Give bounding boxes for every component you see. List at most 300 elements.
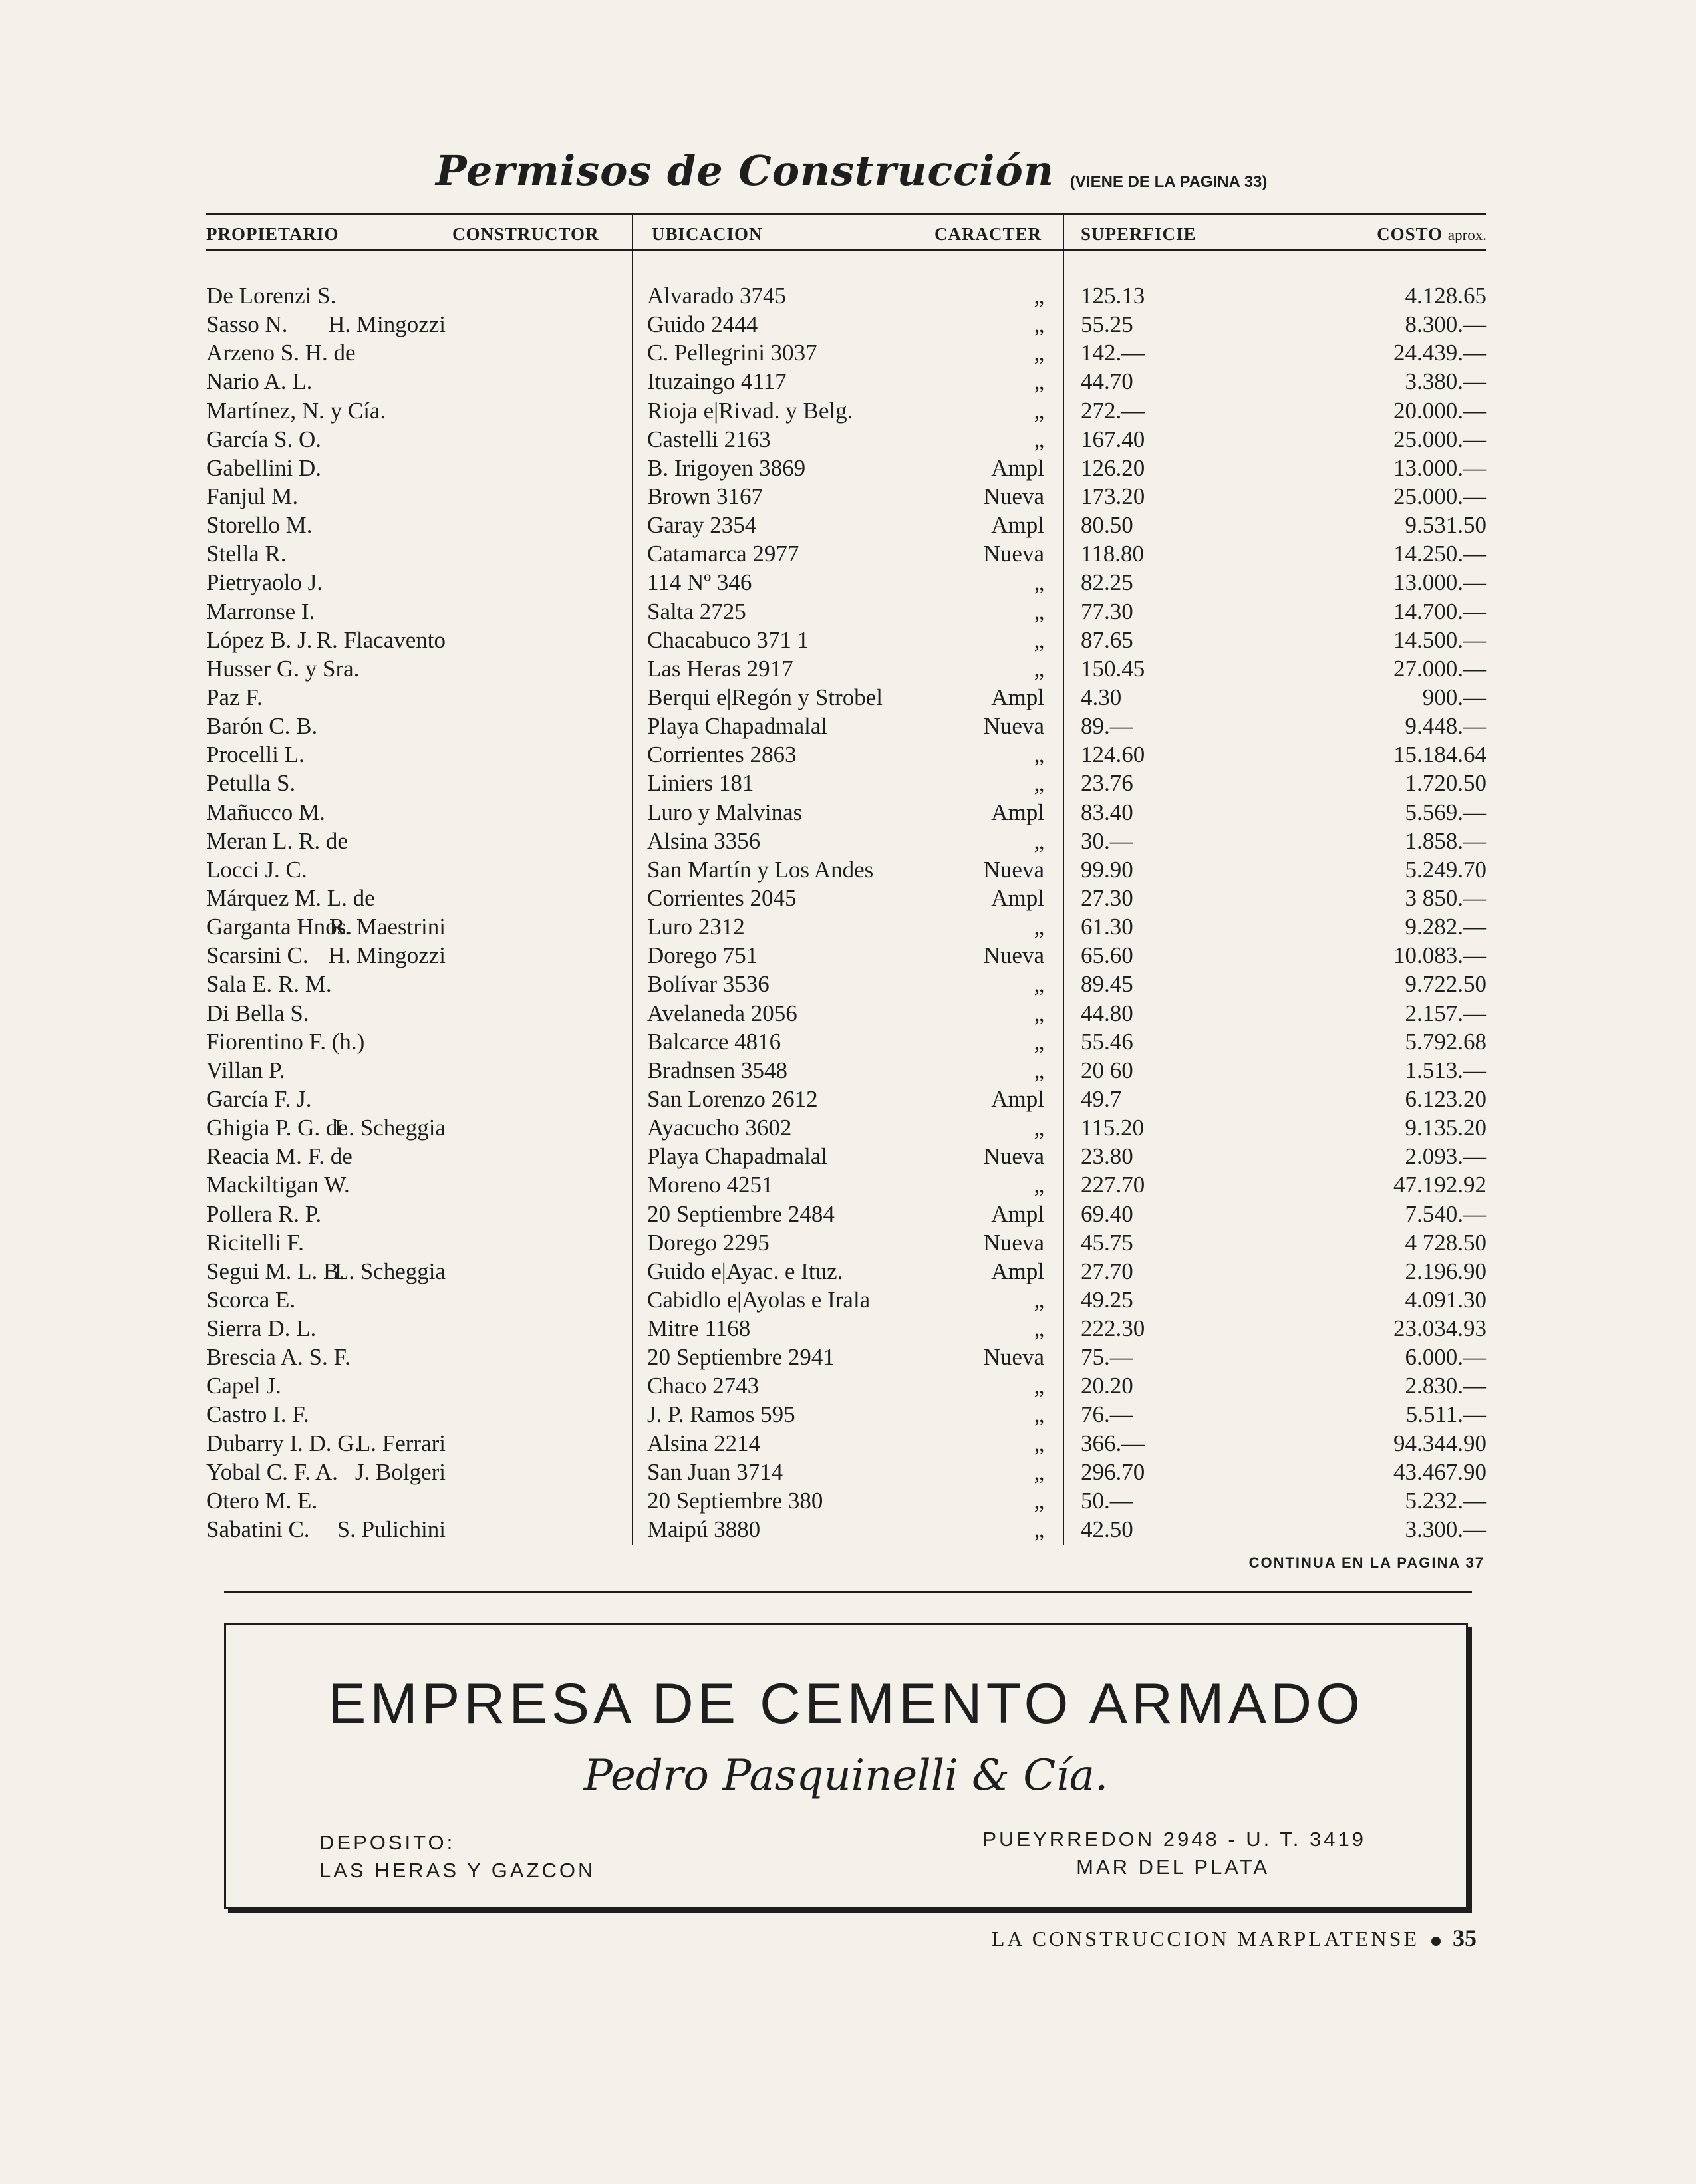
superficie-cell: 45.75 bbox=[1081, 1229, 1133, 1256]
costo-cell: 47.192.92 bbox=[1393, 1172, 1486, 1198]
table-row bbox=[0, 511, 1696, 539]
table-row bbox=[0, 970, 1696, 998]
table-row bbox=[0, 396, 1696, 425]
costo-cell: 4.091.30 bbox=[1405, 1286, 1486, 1313]
costo-cell: 6.000.— bbox=[1405, 1344, 1486, 1371]
costo-cell: 27.000.— bbox=[1393, 655, 1486, 682]
superficie-cell: 99.90 bbox=[1081, 856, 1133, 883]
superficie-cell: 30.— bbox=[1081, 827, 1133, 854]
costo-cell: 9.448.— bbox=[1405, 713, 1486, 740]
propietario-cell: Capel J. bbox=[206, 1373, 281, 1399]
constructor-cell: L. Scheggia bbox=[334, 1115, 446, 1141]
table-row bbox=[0, 769, 1696, 797]
ubicacion-cell: Berqui e|Regón y Strobel bbox=[647, 684, 883, 710]
superficie-cell: 77.30 bbox=[1081, 598, 1133, 624]
col-header-ubicacion: UBICACION bbox=[652, 224, 763, 244]
costo-cell: 20.000.— bbox=[1393, 397, 1486, 424]
costo-cell: 5.569.— bbox=[1405, 799, 1486, 825]
caracter-cell: Ampl bbox=[991, 512, 1044, 539]
superficie-cell: 23.80 bbox=[1081, 1143, 1133, 1170]
ubicacion-cell: San Juan 3714 bbox=[647, 1458, 783, 1485]
table-row bbox=[0, 654, 1696, 683]
propietario-cell: Marronse I. bbox=[206, 598, 315, 624]
propietario-cell: Reacia M. F. de bbox=[206, 1143, 353, 1170]
table-row bbox=[0, 281, 1696, 310]
caracter-cell: Ampl bbox=[991, 1200, 1044, 1227]
section-rule bbox=[224, 1591, 1472, 1593]
superficie-cell: 118.80 bbox=[1081, 541, 1144, 567]
costo-cell: 5.249.70 bbox=[1405, 856, 1486, 883]
propietario-cell: Dubarry I. D. G. bbox=[206, 1430, 360, 1456]
ubicacion-cell: Salta 2725 bbox=[647, 598, 746, 624]
costo-cell: 3 850.— bbox=[1405, 885, 1486, 911]
costo-cell: 25.000.— bbox=[1393, 426, 1486, 452]
costo-cell: 2.830.— bbox=[1405, 1373, 1486, 1399]
ad-title: EMPRESA DE CEMENTO ARMADO bbox=[327, 1672, 1365, 1736]
superficie-cell: 75.— bbox=[1081, 1344, 1133, 1371]
table-row bbox=[0, 1027, 1696, 1056]
superficie-cell: 49.25 bbox=[1081, 1286, 1133, 1313]
table-row bbox=[0, 1400, 1696, 1429]
ubicacion-cell: San Lorenzo 2612 bbox=[647, 1085, 818, 1112]
ubicacion-cell: Garay 2354 bbox=[647, 512, 757, 539]
superficie-cell: 55.46 bbox=[1081, 1028, 1133, 1055]
constructor-cell: R. Maestrini bbox=[329, 914, 446, 940]
propietario-cell: Fiorentino F. (h.) bbox=[206, 1028, 365, 1055]
table-row bbox=[0, 482, 1696, 511]
costo-cell: 14.500.— bbox=[1393, 626, 1486, 653]
propietario-cell: García F. J. bbox=[206, 1085, 312, 1112]
costo-cell: 94.344.90 bbox=[1393, 1430, 1486, 1456]
col-header-superficie: SUPERFICIE bbox=[1081, 224, 1197, 244]
caracter-cell: „ bbox=[1034, 742, 1044, 768]
ubicacion-cell: Alsina 3356 bbox=[647, 827, 761, 854]
costo-cell: 25.000.— bbox=[1393, 483, 1486, 509]
caracter-cell: „ bbox=[1034, 1172, 1044, 1198]
propietario-cell: Martínez, N. y Cía. bbox=[206, 397, 386, 424]
ad-deposit-label: DEPOSITO: bbox=[319, 1831, 456, 1854]
costo-cell: 43.467.90 bbox=[1393, 1458, 1486, 1485]
costo-cell: 13.000.— bbox=[1393, 454, 1486, 481]
superficie-cell: 89.45 bbox=[1081, 971, 1133, 998]
constructor-cell: R. Flacavento bbox=[316, 626, 446, 653]
superficie-cell: 124.60 bbox=[1081, 742, 1145, 768]
table-row bbox=[0, 539, 1696, 568]
costo-cell: 1.513.— bbox=[1405, 1057, 1486, 1083]
page-number: 35 bbox=[1453, 1925, 1477, 1951]
caracter-cell: Nueva bbox=[983, 483, 1044, 509]
ubicacion-cell: Brown 3167 bbox=[647, 483, 764, 509]
ubicacion-cell: Chaco 2743 bbox=[647, 1373, 760, 1399]
ubicacion-cell: Alvarado 3745 bbox=[647, 283, 786, 309]
col-header-caracter: CARACTER bbox=[934, 224, 1042, 244]
superficie-cell: 50.— bbox=[1081, 1487, 1133, 1514]
ubicacion-cell: Liniers 181 bbox=[647, 770, 754, 797]
costo-cell: 13.000.— bbox=[1393, 569, 1486, 596]
ad-city: MAR DEL PLATA bbox=[1076, 1855, 1270, 1879]
constructor-cell: H. Mingozzi bbox=[328, 942, 446, 969]
publication-name: LA CONSTRUCCION MARPLATENSE bbox=[991, 1927, 1419, 1951]
table-row bbox=[0, 626, 1696, 654]
costo-cell: 5.792.68 bbox=[1405, 1028, 1486, 1055]
table-row bbox=[0, 1486, 1696, 1515]
caracter-cell: „ bbox=[1034, 770, 1044, 797]
propietario-cell: Sala E. R. M. bbox=[206, 971, 332, 998]
propietario-cell: Otero M. E. bbox=[206, 1487, 318, 1514]
ubicacion-cell: Avelaneda 2056 bbox=[647, 1000, 797, 1026]
propietario-cell: Yobal C. F. A. bbox=[206, 1458, 338, 1485]
superficie-cell: 20.20 bbox=[1081, 1373, 1133, 1399]
ubicacion-cell: Las Heras 2917 bbox=[647, 655, 793, 682]
ubicacion-cell: 20 Septiembre 2484 bbox=[647, 1200, 835, 1227]
caracter-cell: „ bbox=[1034, 1057, 1044, 1083]
propietario-cell: García S. O. bbox=[206, 426, 322, 452]
propietario-cell: Brescia A. S. F. bbox=[206, 1344, 351, 1371]
caracter-cell: „ bbox=[1034, 283, 1044, 309]
superficie-cell: 49.7 bbox=[1081, 1085, 1122, 1112]
ubicacion-cell: Corrientes 2045 bbox=[647, 885, 797, 911]
costo-cell: 2.157.— bbox=[1405, 1000, 1486, 1026]
costo-cell: 14.250.— bbox=[1393, 541, 1486, 567]
superficie-cell: 80.50 bbox=[1081, 512, 1133, 539]
caracter-cell: „ bbox=[1034, 655, 1044, 682]
ubicacion-cell: Bolívar 3536 bbox=[647, 971, 770, 998]
costo-cell: 2.196.90 bbox=[1405, 1258, 1486, 1284]
header-rule-bottom bbox=[206, 249, 1486, 251]
table-row bbox=[0, 712, 1696, 740]
ubicacion-cell: Corrientes 2863 bbox=[647, 742, 797, 768]
table-row bbox=[0, 454, 1696, 482]
permits-table bbox=[0, 281, 1696, 1544]
costo-cell: 1.720.50 bbox=[1405, 770, 1486, 797]
table-row bbox=[0, 1085, 1696, 1113]
propietario-cell: Stella R. bbox=[206, 541, 287, 567]
propietario-cell: Storello M. bbox=[206, 512, 313, 539]
superficie-cell: 227.70 bbox=[1081, 1172, 1145, 1198]
ubicacion-cell: Cabidlo e|Ayolas e Irala bbox=[647, 1286, 871, 1313]
table-row bbox=[0, 1458, 1696, 1486]
propietario-cell: Arzeno S. H. de bbox=[206, 340, 356, 366]
ad-address: PUEYRREDON 2948 - U. T. 3419 bbox=[982, 1828, 1366, 1851]
col-header-costo-unit: aprox. bbox=[1447, 227, 1486, 243]
table-row bbox=[0, 912, 1696, 941]
caracter-cell: „ bbox=[1034, 1315, 1044, 1342]
col-header-costo bbox=[1377, 224, 1486, 245]
advertisement bbox=[224, 1623, 1468, 1909]
caracter-cell: „ bbox=[1034, 397, 1044, 424]
table-row bbox=[0, 1228, 1696, 1257]
propietario-cell: López B. J. bbox=[206, 626, 313, 653]
continued-note: CONTINUA EN LA PAGINA 37 bbox=[1248, 1554, 1484, 1571]
ubicacion-cell: Castelli 2163 bbox=[647, 426, 771, 452]
superficie-cell: 142.— bbox=[1081, 340, 1145, 366]
ubicacion-cell: Guido e|Ayac. e Ituz. bbox=[647, 1258, 843, 1284]
superficie-cell: 115.20 bbox=[1081, 1115, 1144, 1141]
table-row bbox=[0, 1142, 1696, 1170]
propietario-cell: Márquez M. L. de bbox=[206, 885, 375, 911]
table-row bbox=[0, 1286, 1696, 1314]
costo-cell: 3.380.— bbox=[1405, 368, 1486, 395]
propietario-cell: Pietryaolo J. bbox=[206, 569, 323, 596]
table-row bbox=[0, 740, 1696, 769]
costo-cell: 9.722.50 bbox=[1405, 971, 1486, 998]
costo-cell: 9.135.20 bbox=[1405, 1115, 1486, 1141]
propietario-cell: Gabellini D. bbox=[206, 454, 322, 481]
ubicacion-cell: Catamarca 2977 bbox=[647, 541, 799, 567]
caracter-cell: „ bbox=[1034, 827, 1044, 854]
table-row bbox=[0, 1056, 1696, 1085]
col-header-propietario: PROPIETARIO bbox=[206, 224, 339, 244]
ubicacion-cell: Playa Chapadmalal bbox=[647, 713, 828, 740]
superficie-cell: 23.76 bbox=[1081, 770, 1133, 797]
table-row bbox=[0, 1371, 1696, 1400]
superficie-cell: 272.— bbox=[1081, 397, 1145, 424]
page-heading bbox=[436, 146, 1267, 195]
table-row bbox=[0, 597, 1696, 626]
propietario-cell: Di Bella S. bbox=[206, 1000, 309, 1026]
propietario-cell: Barón C. B. bbox=[206, 713, 318, 740]
table-row bbox=[0, 1257, 1696, 1286]
caracter-cell: „ bbox=[1034, 311, 1044, 338]
table-row bbox=[0, 999, 1696, 1027]
ubicacion-cell: Chacabuco 371 1 bbox=[647, 626, 809, 653]
caracter-cell: „ bbox=[1034, 340, 1044, 366]
costo-cell: 1.858.— bbox=[1405, 827, 1486, 854]
caracter-cell: „ bbox=[1034, 426, 1044, 452]
costo-cell: 7.540.— bbox=[1405, 1200, 1486, 1227]
caracter-cell: Nueva bbox=[983, 713, 1044, 740]
col-header-costo-label: COSTO bbox=[1377, 224, 1443, 244]
propietario-cell: Fanjul M. bbox=[206, 483, 299, 509]
table-row bbox=[0, 884, 1696, 912]
ubicacion-cell: J. P. Ramos 595 bbox=[647, 1401, 795, 1428]
ubicacion-cell: Ayacucho 3602 bbox=[647, 1115, 792, 1141]
table-row bbox=[0, 1429, 1696, 1458]
superficie-cell: 44.80 bbox=[1081, 1000, 1133, 1026]
propietario-cell: Segui M. L. B. bbox=[206, 1258, 345, 1284]
costo-cell: 5.511.— bbox=[1405, 1401, 1486, 1428]
caracter-cell: „ bbox=[1034, 1487, 1044, 1514]
ubicacion-cell: 114 Nº 346 bbox=[647, 569, 752, 596]
caracter-cell: „ bbox=[1034, 1028, 1044, 1055]
constructor-cell: J. Bolgeri bbox=[354, 1458, 446, 1485]
superficie-cell: 61.30 bbox=[1081, 914, 1133, 940]
costo-cell: 4 728.50 bbox=[1405, 1229, 1486, 1256]
table-row bbox=[0, 339, 1696, 367]
propietario-cell: Sierra D. L. bbox=[206, 1315, 317, 1342]
superficie-cell: 296.70 bbox=[1081, 1458, 1145, 1485]
superficie-cell: 167.40 bbox=[1081, 426, 1145, 452]
superficie-cell: 4.30 bbox=[1081, 684, 1122, 710]
propietario-cell: Ricitelli F. bbox=[206, 1229, 304, 1256]
table-row bbox=[0, 827, 1696, 855]
costo-cell: 4.128.65 bbox=[1405, 283, 1486, 309]
table-row bbox=[0, 1515, 1696, 1544]
costo-cell: 3.300.— bbox=[1405, 1516, 1486, 1543]
constructor-cell: H. Mingozzi bbox=[328, 311, 446, 338]
caracter-cell: „ bbox=[1034, 1000, 1044, 1026]
propietario-cell: Ghigia P. G. de bbox=[206, 1115, 348, 1141]
superficie-cell: 76.— bbox=[1081, 1401, 1133, 1428]
superficie-cell: 82.25 bbox=[1081, 569, 1133, 596]
propietario-cell: Locci J. C. bbox=[206, 856, 307, 883]
superficie-cell: 173.20 bbox=[1081, 483, 1145, 509]
superficie-cell: 42.50 bbox=[1081, 1516, 1133, 1543]
ubicacion-cell: Moreno 4251 bbox=[647, 1172, 774, 1198]
superficie-cell: 83.40 bbox=[1081, 799, 1133, 825]
ubicacion-cell: Luro y Malvinas bbox=[647, 799, 803, 825]
table-row bbox=[0, 1113, 1696, 1142]
propietario-cell: De Lorenzi S. bbox=[206, 283, 337, 309]
superficie-cell: 125.13 bbox=[1081, 283, 1145, 309]
ad-deposit-address: LAS HERAS Y GAZCON bbox=[319, 1859, 596, 1882]
caracter-cell: „ bbox=[1034, 569, 1044, 596]
table-row bbox=[0, 855, 1696, 884]
caracter-cell: Nueva bbox=[983, 942, 1044, 969]
ubicacion-cell: Luro 2312 bbox=[647, 914, 745, 940]
superficie-cell: 44.70 bbox=[1081, 368, 1133, 395]
constructor-cell: L. Ferrari bbox=[356, 1430, 446, 1456]
propietario-cell: Procelli L. bbox=[206, 742, 305, 768]
ubicacion-cell: 20 Septiembre 380 bbox=[647, 1487, 823, 1514]
propietario-cell: Petulla S. bbox=[206, 770, 296, 797]
ubicacion-cell: Alsina 2214 bbox=[647, 1430, 761, 1456]
caracter-cell: Ampl bbox=[991, 684, 1044, 710]
page-subtitle: (VIENE DE LA PAGINA 33) bbox=[1069, 173, 1268, 192]
caracter-cell: „ bbox=[1034, 1430, 1044, 1456]
caracter-cell: „ bbox=[1034, 626, 1044, 653]
superficie-cell: 27.70 bbox=[1081, 1258, 1133, 1284]
ubicacion-cell: San Martín y Los Andes bbox=[647, 856, 874, 883]
table-row bbox=[0, 1314, 1696, 1343]
table-row bbox=[0, 798, 1696, 827]
superficie-cell: 126.20 bbox=[1081, 454, 1145, 481]
superficie-cell: 89.— bbox=[1081, 713, 1133, 740]
constructor-cell: S. Pulichini bbox=[337, 1516, 446, 1543]
caracter-cell: „ bbox=[1034, 598, 1044, 624]
costo-cell: 23.034.93 bbox=[1393, 1315, 1486, 1342]
caracter-cell: „ bbox=[1034, 1373, 1044, 1399]
table-row bbox=[0, 310, 1696, 339]
ad-shadow-bottom bbox=[228, 1907, 1472, 1913]
superficie-cell: 27.30 bbox=[1081, 885, 1133, 911]
caracter-cell: Nueva bbox=[983, 541, 1044, 567]
propietario-cell: Mackiltigan W. bbox=[206, 1172, 350, 1198]
superficie-cell: 65.60 bbox=[1081, 942, 1133, 969]
caracter-cell: „ bbox=[1034, 1401, 1044, 1428]
caracter-cell: „ bbox=[1034, 1286, 1044, 1313]
costo-cell: 24.439.— bbox=[1393, 340, 1486, 366]
superficie-cell: 55.25 bbox=[1081, 311, 1133, 338]
propietario-cell: Mañucco M. bbox=[206, 799, 325, 825]
superficie-cell: 69.40 bbox=[1081, 1200, 1133, 1227]
propietario-cell: Pollera R. P. bbox=[206, 1200, 322, 1227]
table-row bbox=[0, 367, 1696, 396]
table-row bbox=[0, 941, 1696, 970]
table-row bbox=[0, 425, 1696, 454]
propietario-cell: Castro I. F. bbox=[206, 1401, 309, 1428]
superficie-cell: 20 60 bbox=[1081, 1057, 1133, 1083]
ubicacion-cell: Guido 2444 bbox=[647, 311, 758, 338]
caracter-cell: Ampl bbox=[991, 799, 1044, 825]
caracter-cell: Ampl bbox=[991, 1085, 1044, 1112]
propietario-cell: Scarsini C. bbox=[206, 942, 309, 969]
costo-cell: 9.531.50 bbox=[1405, 512, 1486, 539]
caracter-cell: Nueva bbox=[983, 1229, 1044, 1256]
page-title: Permisos de Construcción bbox=[436, 146, 1054, 195]
propietario-cell: Meran L. R. de bbox=[206, 827, 348, 854]
superficie-cell: 87.65 bbox=[1081, 626, 1133, 653]
table-row bbox=[0, 1343, 1696, 1371]
bullet-icon bbox=[1431, 1937, 1441, 1946]
ad-company-name: Pedro Pasquinelli & Cía. bbox=[583, 1751, 1109, 1800]
costo-cell: 10.083.— bbox=[1393, 942, 1486, 969]
ubicacion-cell: Ituzaingo 4117 bbox=[647, 368, 787, 395]
table-row bbox=[0, 1200, 1696, 1228]
caracter-cell: Ampl bbox=[991, 454, 1044, 481]
propietario-cell: Nario A. L. bbox=[206, 368, 313, 395]
propietario-cell: Sabatini C. bbox=[206, 1516, 310, 1543]
propietario-cell: Husser G. y Sra. bbox=[206, 655, 360, 682]
propietario-cell: Paz F. bbox=[206, 684, 263, 710]
table-row bbox=[0, 1170, 1696, 1199]
propietario-cell: Garganta Hnos. bbox=[206, 914, 353, 940]
ubicacion-cell: Balcarce 4816 bbox=[647, 1028, 781, 1055]
caracter-cell: Ampl bbox=[991, 885, 1044, 911]
ubicacion-cell: C. Pellegrini 3037 bbox=[647, 340, 817, 366]
ubicacion-cell: Dorego 2295 bbox=[647, 1229, 770, 1256]
costo-cell: 9.282.— bbox=[1405, 914, 1486, 940]
caracter-cell: Nueva bbox=[983, 856, 1044, 883]
costo-cell: 6.123.20 bbox=[1405, 1085, 1486, 1112]
constructor-cell: L. Scheggia bbox=[334, 1258, 446, 1284]
ubicacion-cell: Mitre 1168 bbox=[647, 1315, 751, 1342]
propietario-cell: Scorca E. bbox=[206, 1286, 296, 1313]
costo-cell: 5.232.— bbox=[1405, 1487, 1486, 1514]
ubicacion-cell: Rioja e|Rivad. y Belg. bbox=[647, 397, 853, 424]
superficie-cell: 366.— bbox=[1081, 1430, 1145, 1456]
costo-cell: 8.300.— bbox=[1405, 311, 1486, 338]
caracter-cell: „ bbox=[1034, 971, 1044, 998]
caracter-cell: Ampl bbox=[991, 1258, 1044, 1284]
caracter-cell: „ bbox=[1034, 914, 1044, 940]
ad-shadow-right bbox=[1466, 1627, 1472, 1913]
table-row bbox=[0, 683, 1696, 712]
ubicacion-cell: Dorego 751 bbox=[647, 942, 758, 969]
superficie-cell: 222.30 bbox=[1081, 1315, 1145, 1342]
caracter-cell: „ bbox=[1034, 1458, 1044, 1485]
superficie-cell: 150.45 bbox=[1081, 655, 1145, 682]
propietario-cell: Sasso N. bbox=[206, 311, 288, 338]
col-header-constructor: CONSTRUCTOR bbox=[452, 224, 599, 244]
ubicacion-cell: Bradnsen 3548 bbox=[647, 1057, 787, 1083]
ubicacion-cell: Playa Chapadmalal bbox=[647, 1143, 828, 1170]
propietario-cell: Villan P. bbox=[206, 1057, 285, 1083]
ubicacion-cell: 20 Septiembre 2941 bbox=[647, 1344, 835, 1371]
table-row bbox=[0, 568, 1696, 597]
caracter-cell: Nueva bbox=[983, 1344, 1044, 1371]
ubicacion-cell: B. Irigoyen 3869 bbox=[647, 454, 806, 481]
caracter-cell: „ bbox=[1034, 1115, 1044, 1141]
page-footer bbox=[992, 1924, 1477, 1952]
header-rule-top bbox=[206, 213, 1486, 215]
caracter-cell: „ bbox=[1034, 368, 1044, 395]
costo-cell: 2.093.— bbox=[1405, 1143, 1486, 1170]
costo-cell: 15.184.64 bbox=[1393, 742, 1486, 768]
costo-cell: 900.— bbox=[1422, 684, 1486, 710]
costo-cell: 14.700.— bbox=[1393, 598, 1486, 624]
ubicacion-cell: Maipú 3880 bbox=[647, 1516, 761, 1543]
